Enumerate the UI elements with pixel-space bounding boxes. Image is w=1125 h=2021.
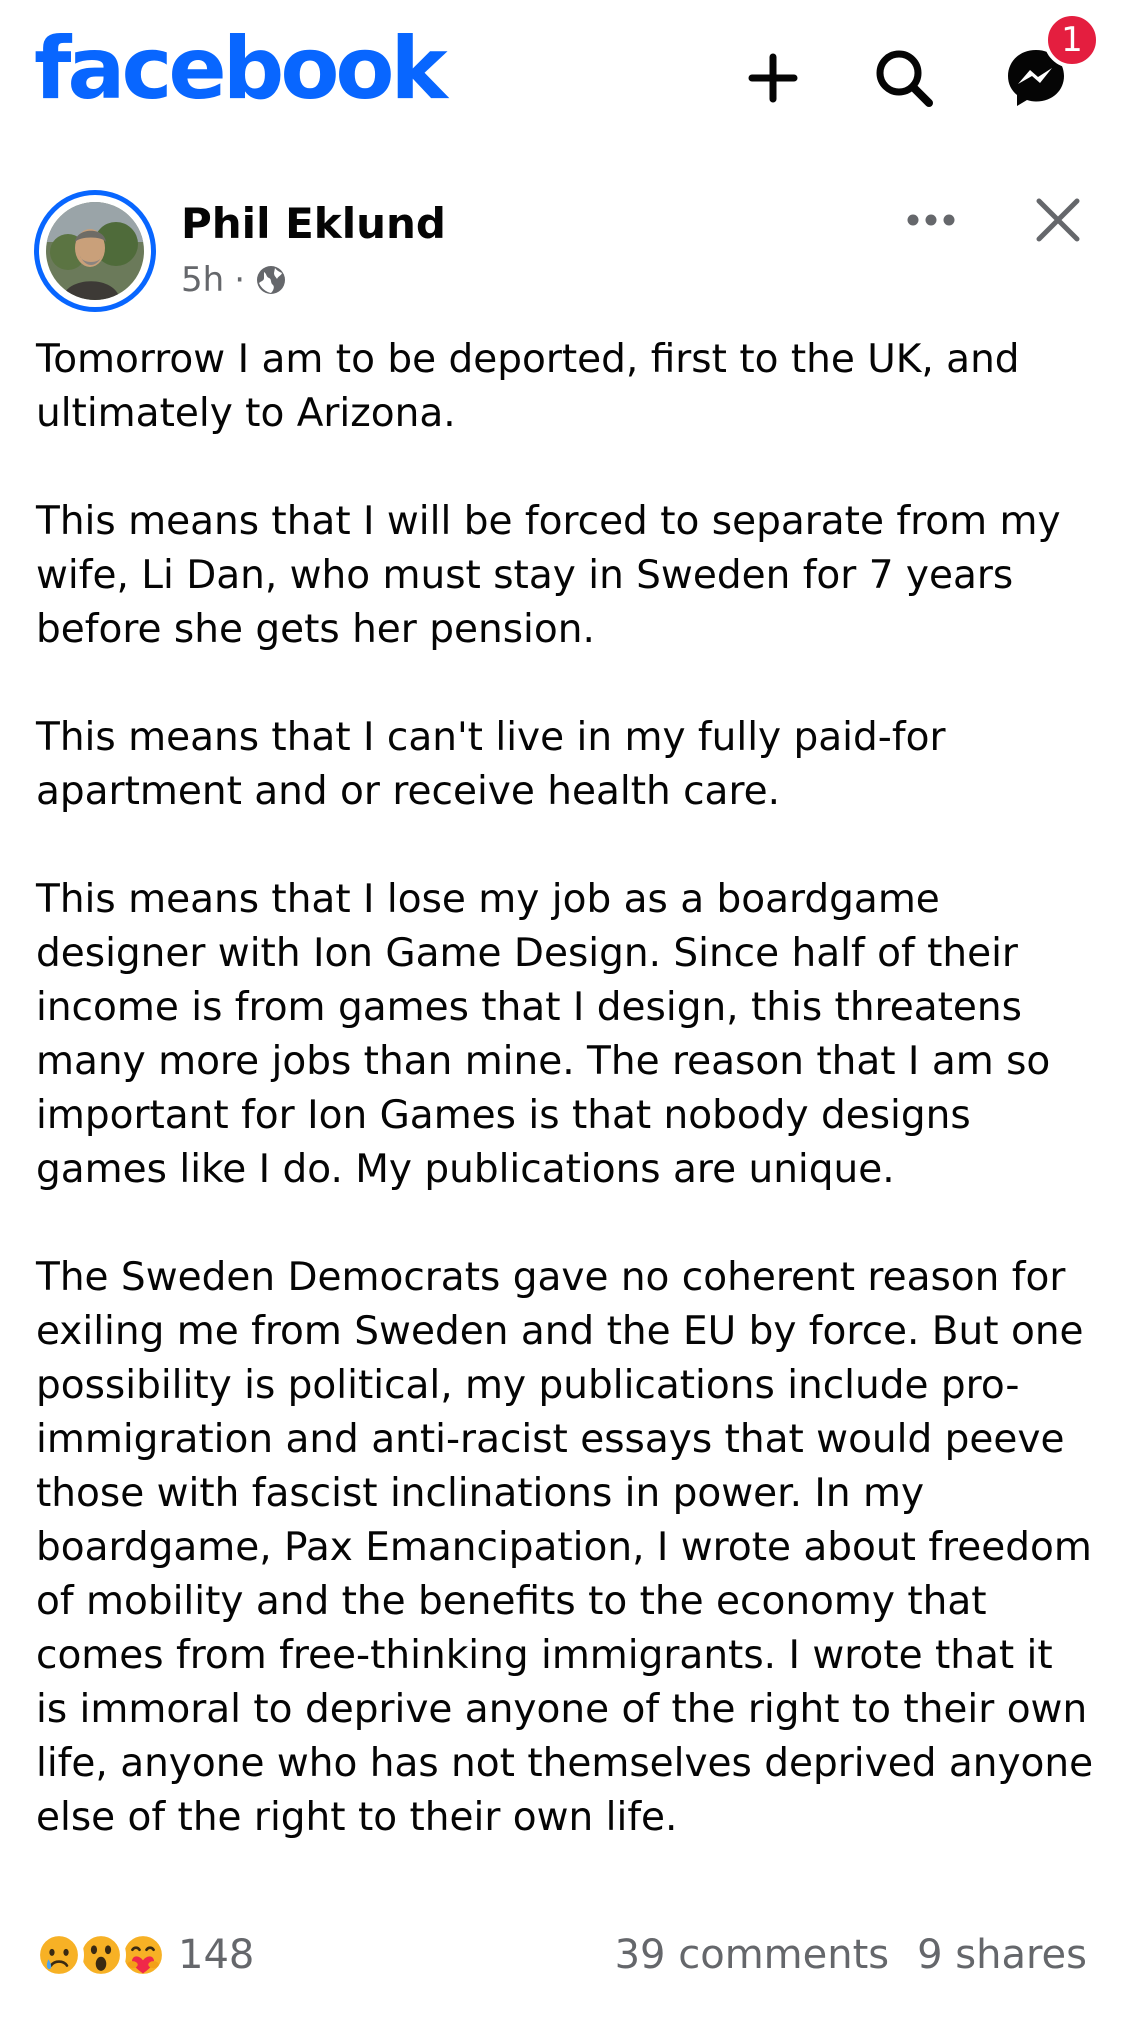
meta-separator: · — [234, 260, 245, 300]
post-stats — [0, 1925, 1125, 1985]
author-name[interactable]: Phil Eklund — [181, 199, 446, 248]
avatar-image — [46, 202, 144, 300]
reactions-summary[interactable] — [34, 1925, 254, 1985]
more-dots-icon — [906, 213, 956, 227]
reaction-count: 148 — [178, 1932, 255, 1978]
engagement-stats — [615, 1925, 1087, 1985]
plus-icon — [748, 53, 798, 103]
comments-count-link[interactable]: 39 comments — [614, 1932, 890, 1978]
sad-emoji-icon — [34, 1930, 84, 1980]
search-icon — [873, 47, 935, 109]
post-paragraph: This means that I will be forced to separate from my wife, Li Dan, who must stay in Sweden for 7 years before she gets her pension. — [36, 499, 1061, 652]
hide-post-button[interactable] — [1030, 192, 1086, 248]
app-header — [0, 0, 1125, 160]
close-icon — [1035, 197, 1081, 243]
post-text — [36, 333, 1096, 1845]
create-post-button[interactable] — [737, 42, 809, 114]
more-options-button[interactable] — [896, 195, 966, 245]
post-paragraph: The Sweden Democrats gave no coherent reason for exiling me from Sweden and the EU by force. But one possibility is political, my publications include pro-immigration and anti-racist essays that would peeve those with fascist inclinations in power. In my boardgame, Pax Emancipation, I wrote about freedom of mobility and the benefits to the economy that comes from free-thinking immigrants. I wrote that it is immoral to deprive anyone of the right to their own life, anyone who has not themselves deprived anyone else of the right to their own life. — [36, 1255, 1094, 1840]
post-paragraph: This means that I can't live in my fully paid-for apartment and or receive health care. — [36, 715, 946, 814]
post-paragraph: Tomorrow I am to be deported, first to the UK, and ultimately to Arizona. — [36, 337, 1020, 436]
facebook-logo[interactable]: facebook — [34, 19, 444, 119]
shares-count-link[interactable]: 9 shares — [917, 1932, 1087, 1978]
post-time[interactable]: 5h — [181, 260, 225, 300]
avatar[interactable] — [34, 190, 156, 312]
notification-badge: 1 — [1044, 12, 1100, 68]
search-button[interactable] — [868, 42, 940, 114]
post-paragraph: This means that I lose my job as a boardgame designer with Ion Game Design. Since half of their income is from games that I design, this threatens many more jobs than mine. The reason that I am so important for Ion Games is that nobody designs games like I do. My publications are unique. — [36, 877, 1051, 1192]
globe-icon — [255, 264, 287, 296]
post-meta — [181, 260, 287, 300]
